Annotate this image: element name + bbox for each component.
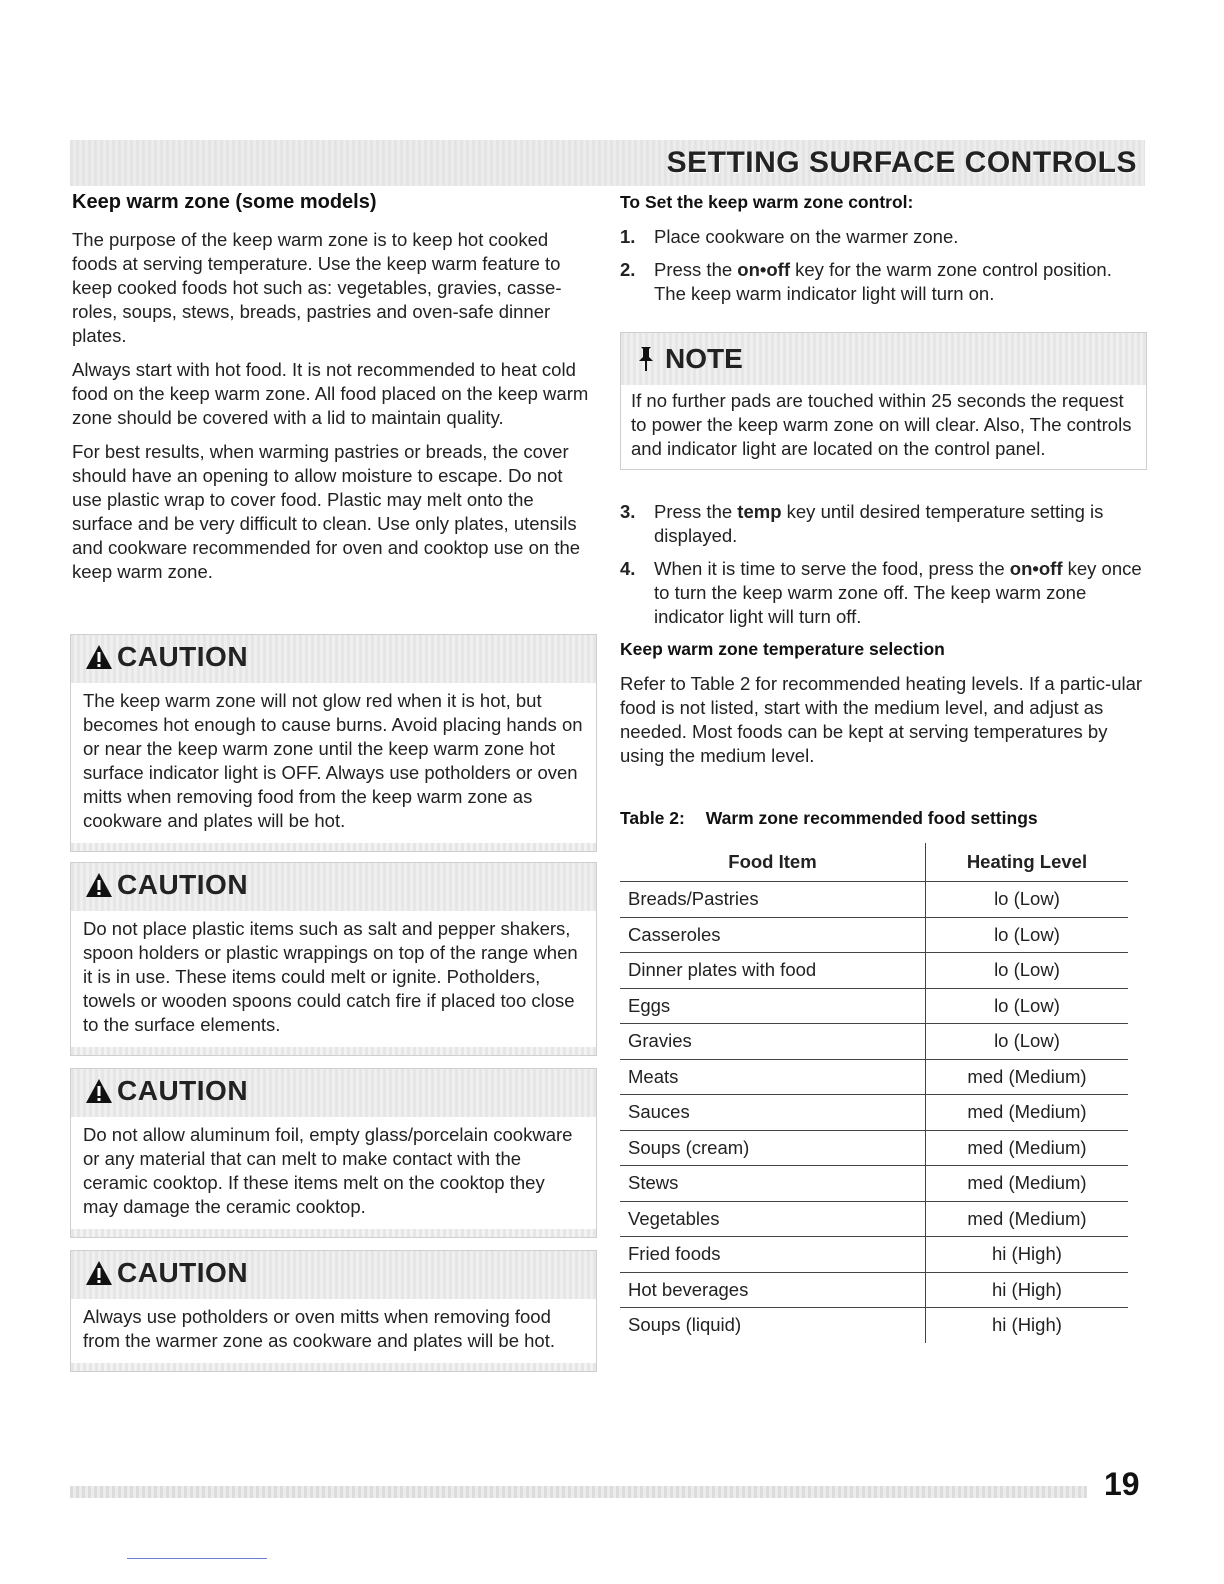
caution-title: CAUTION (117, 869, 249, 900)
table-row: Breads/Pastries lo (Low) (620, 882, 1128, 918)
warning-icon (85, 1260, 113, 1286)
table-row: Dinner plates with food lo (Low) (620, 953, 1128, 989)
caution-text: Do not allow aluminum foil, empty glass/porcelain cookware or any material that can melt to make contact with the ceramic cooktop. If these items melt on the cooktop they may damage the ceramic cooktop. (83, 1124, 573, 1217)
step-item: 2. Press the on•off key for the warm zone control position. The keep warm indicator light will turn on. (620, 259, 1112, 304)
warning-icon (85, 872, 113, 898)
divider (127, 1558, 267, 1559)
selection-heading: Keep warm zone temperature selection (620, 639, 945, 659)
caution-text: Always use potholders or oven mitts when removing food from the warmer zone as cookware and plates will be hot. (83, 1306, 555, 1351)
note-text: If no further pads are touched within 25 seconds the request to power the keep warm zone on will clear. Also, The controls and indicator light are located on the control panel. (631, 390, 1132, 459)
table-row: Hot beverages hi (High) (620, 1272, 1128, 1308)
table-label: Table 2: (620, 808, 685, 828)
caution-box (70, 1068, 597, 1238)
table-caption (620, 808, 1038, 829)
table-row: Casseroles lo (Low) (620, 917, 1128, 953)
section-banner (70, 140, 1145, 186)
table-row: Soups (liquid) hi (High) (620, 1308, 1128, 1343)
warning-icon (85, 644, 113, 670)
paragraph: For best results, when warming pastries or breads, the cover should have an opening to allow moisture to escape. Do not use plastic wrap to cover food. Plastic may melt onto the surface and be very difficult to clean. Use only plates, utensils and cookware recommended for oven and cooktop use on the keep warm zone. (72, 441, 581, 582)
step-item: 4. When it is time to serve the food, press the on•off key once to turn the keep warm zone off. The keep warm zone indicator light will turn off. (620, 558, 1142, 627)
table-row: Vegetables med (Medium) (620, 1201, 1128, 1237)
table-title: Warm zone recommended food settings (705, 808, 1038, 828)
caution-box (70, 634, 597, 852)
food-settings-table (620, 843, 1128, 1343)
table-row: Soups (cream) med (Medium) (620, 1130, 1128, 1166)
step-item: 3. Press the temp key until desired temperature setting is displayed. (620, 501, 1104, 546)
table-row: Gravies lo (Low) (620, 1024, 1128, 1060)
caution-title: CAUTION (117, 1257, 249, 1288)
step-item: 1. Place cookware on the warmer zone. (620, 226, 959, 247)
left-heading: Keep warm zone (some models) (72, 191, 377, 213)
caution-title: CAUTION (117, 641, 249, 672)
warning-icon (85, 1078, 113, 1104)
caution-box (70, 862, 597, 1056)
page-number: 19 (1104, 1466, 1140, 1502)
page-title: SETTING SURFACE CONTROLS (666, 146, 1137, 179)
column-header: Heating Level (925, 843, 1128, 882)
table-row: Sauces med (Medium) (620, 1095, 1128, 1131)
table-row: Stews med (Medium) (620, 1166, 1128, 1202)
caution-text: The keep warm zone will not glow red when it is hot, but becomes hot enough to cause burns. Avoid placing hands on or near the keep warm zone until the keep warm zone hot surface indicator light is OFF. Always use potholders or oven mitts when removing food from the keep warm zone as cookware and plates will be hot. (83, 690, 583, 831)
table-row: Fried foods hi (High) (620, 1237, 1128, 1273)
left-body (72, 228, 592, 594)
paragraph: The purpose of the keep warm zone is to keep hot cooked foods at serving temperature. Use the keep warm feature to keep cooked foods hot such as: vegetables, gravies, casse-roles, soups, stews, breads, pastries and oven-safe dinner plates. (72, 229, 562, 346)
paragraph: Always start with hot food. It is not recommended to heat cold food on the keep warm zone. All food placed on the keep warm zone should be covered with a lid to maintain quality. (72, 359, 589, 428)
caution-title: CAUTION (117, 1075, 249, 1106)
table-row: Meats med (Medium) (620, 1059, 1128, 1095)
caution-box (70, 1250, 597, 1372)
set-control-heading: To Set the keep warm zone control: (620, 192, 914, 212)
footer-bar (70, 1486, 1087, 1498)
pushpin-icon (635, 345, 657, 373)
table-row: Eggs lo (Low) (620, 988, 1128, 1024)
note-title: NOTE (665, 343, 743, 374)
column-header: Food Item (728, 851, 817, 872)
selection-text: Refer to Table 2 for recommended heating levels. If a partic-ular food is not listed, start with the medium level, and adjust as needed. Most foods can be kept at serving temperatures by using the medium level. (620, 673, 1143, 766)
caution-text: Do not place plastic items such as salt and pepper shakers, spoon holders or plastic wrappings on top of the range when it is in use. These items could melt or ignite. Potholders, towels or wooden spoons could catch fire if placed too close to the surface elements. (83, 918, 578, 1035)
note-box (620, 332, 1147, 470)
